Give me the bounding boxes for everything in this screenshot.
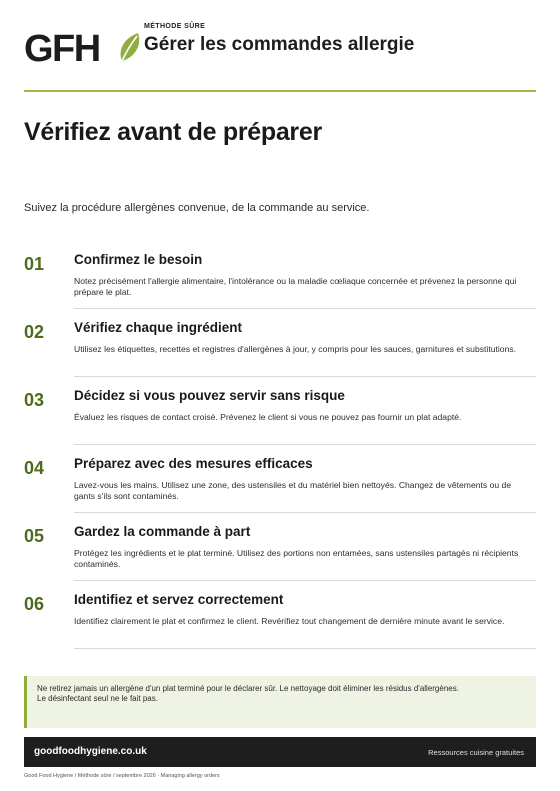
step-description: Notez précisément l'allergie alimentaire, l'intolérance ou la maladie cœliaque concernée et prévenez la personne qui prépare le plat.: [74, 276, 517, 297]
leaf-icon: [112, 30, 146, 64]
step-item: [24, 252, 536, 320]
step-title: Identifiez et servez correctement: [74, 592, 284, 607]
header-title: Gérer les commandes allergie: [144, 34, 415, 55]
header-divider: [24, 90, 536, 92]
step-divider: [74, 444, 536, 445]
step-number: 01: [24, 254, 45, 274]
step-body: [74, 388, 534, 423]
step-title: Vérifiez chaque ingrédient: [74, 320, 243, 335]
eyebrow: MÉTHODE SÛRE: [144, 23, 206, 30]
step-number: 04: [24, 458, 45, 478]
steps-list: [24, 252, 536, 660]
footer-site-link[interactable]: goodfoodhygiene.co.uk: [34, 746, 147, 757]
step-number: 02: [24, 322, 45, 342]
footer-resources: Ressources cuisine gratuites: [428, 748, 524, 757]
step-description: Protégez les ingrédients et le plat terminé. Utilisez des portions non entamées, sans ustensiles partagés ni récipients contaminés.: [74, 548, 519, 569]
footer-bar: [24, 737, 536, 767]
step-divider: [74, 580, 536, 581]
step-item: [24, 592, 536, 660]
step-body: [74, 252, 534, 298]
step-title: Décidez si vous pouvez servir sans risque: [74, 388, 345, 403]
step-item: [24, 320, 536, 388]
step-title: Gardez la commande à part: [74, 524, 251, 539]
step-divider: [74, 512, 536, 513]
header: [24, 22, 536, 68]
footer-meta: Good Food Hygiene / Méthode sûre / septembre 2026 · Managing allergy orders: [24, 773, 220, 779]
step-item: [24, 524, 536, 592]
step-description: Lavez-vous les mains. Utilisez une zone, des ustensiles et du matériel bien nettoyés. Changez de vêtements ou de gants s'ils sont contaminés.: [74, 480, 512, 501]
step-title: Préparez avec des mesures efficaces: [74, 456, 313, 471]
step-body: [74, 524, 534, 570]
intro-text: Suivez la procédure allergènes convenue, de la commande au service.: [24, 202, 370, 214]
step-divider: [74, 308, 536, 309]
header-text: [144, 22, 414, 56]
step-number: 06: [24, 594, 45, 614]
logo: GFH: [24, 28, 100, 70]
page-title: Vérifiez avant de préparer: [24, 118, 322, 146]
warning-note: [24, 676, 536, 728]
step-body: [74, 592, 534, 627]
step-number: 03: [24, 390, 45, 410]
step-body: [74, 456, 534, 502]
step-number: 05: [24, 526, 45, 546]
step-title: Confirmez le besoin: [74, 252, 203, 267]
step-item: [24, 388, 536, 456]
step-body: [74, 320, 534, 355]
step-item: [24, 456, 536, 524]
step-description: Identifiez clairement le plat et confirmez le client. Revérifiez tout changement de dernière minute avant le service.: [74, 616, 505, 626]
step-divider: [74, 376, 536, 377]
step-divider: [74, 648, 536, 649]
note-line: Ne retirez jamais un allergène d'un plat terminé pour le déclarer sûr. Le nettoyage doit éliminer les résidus d'allergènes.: [37, 684, 459, 693]
note-line: Le désinfectant seul ne le fait pas.: [37, 694, 158, 703]
step-description: Évaluez les risques de contact croisé. Prévenez le client si vous ne pouvez pas fournir un plat adapté.: [74, 412, 462, 422]
step-description: Utilisez les étiquettes, recettes et registres d'allergènes à jour, y compris pour les sauces, garnitures et substitutions.: [74, 344, 517, 354]
